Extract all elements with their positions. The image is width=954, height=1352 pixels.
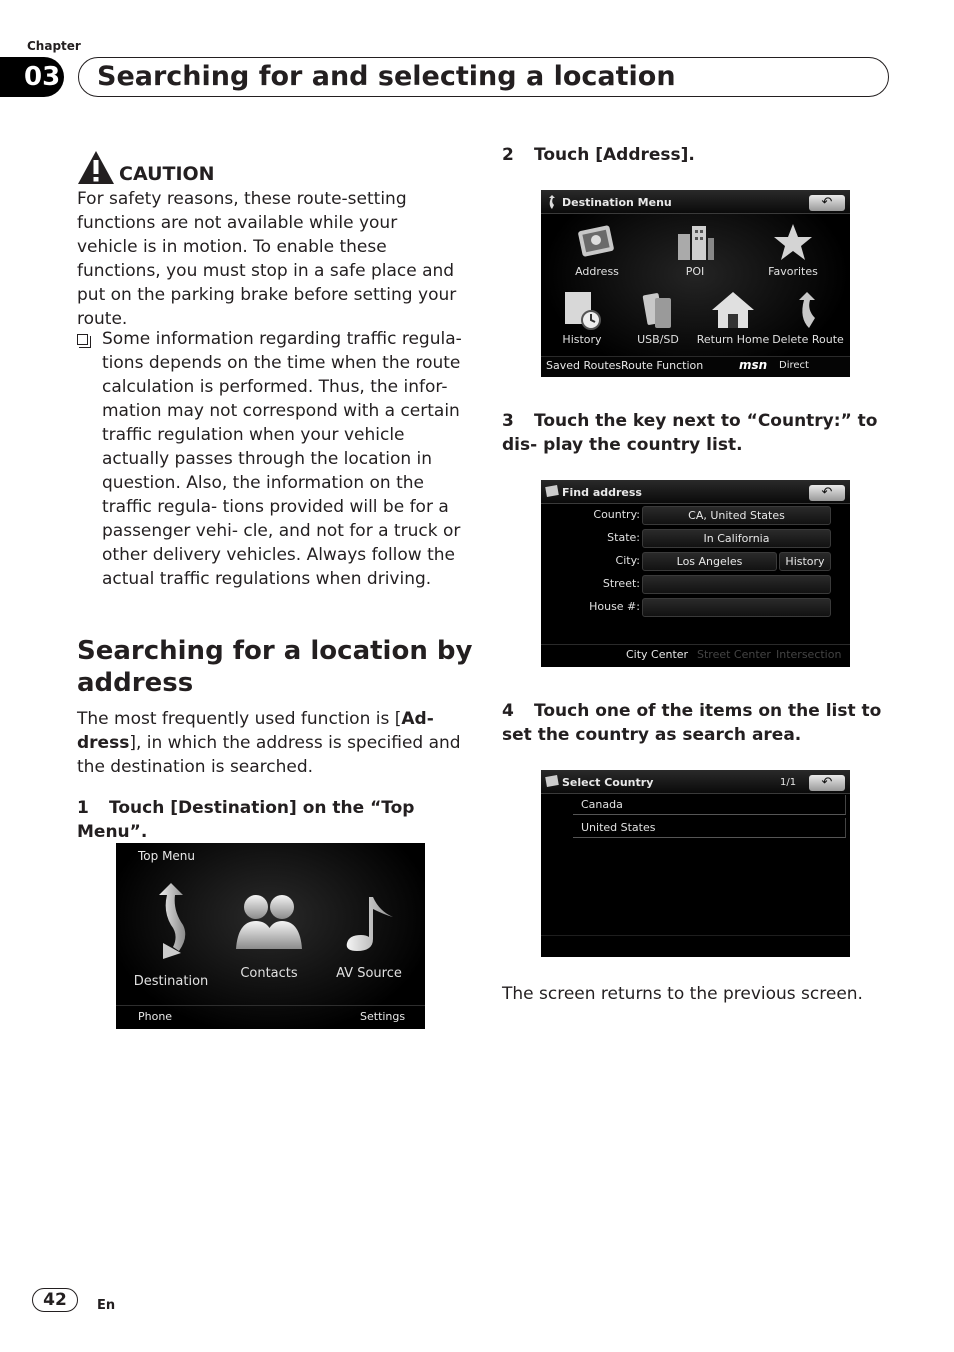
poi-buildings-icon xyxy=(672,222,718,262)
usb-sd-tile[interactable] xyxy=(623,290,693,346)
back-button[interactable] xyxy=(809,775,845,791)
caution-label: CAUTION xyxy=(119,163,215,185)
delete-route-icon xyxy=(785,290,831,330)
country-item-canada[interactable]: Canada xyxy=(573,795,846,815)
step-number: 2 xyxy=(502,145,514,165)
contacts-label: Contacts xyxy=(240,966,298,981)
country-row xyxy=(541,506,850,526)
settings-button[interactable]: Settings xyxy=(360,1010,406,1023)
return-home-label: Return Home xyxy=(696,333,770,346)
country-label: Country: xyxy=(593,508,640,521)
av-source-tile[interactable] xyxy=(324,893,414,981)
address-small-icon xyxy=(545,484,561,498)
contacts-icon xyxy=(234,891,304,953)
intro-before: The most frequently used function is [ xyxy=(77,709,402,729)
star-icon xyxy=(770,222,816,262)
find-address-title: Find address xyxy=(562,486,642,499)
back-arrow-icon: ↶ xyxy=(821,775,833,790)
house-row xyxy=(541,598,850,618)
msn-logo: msn xyxy=(739,358,768,372)
destination-label: Destination xyxy=(133,974,209,989)
step-number: 4 xyxy=(502,701,514,721)
page-number: 42 xyxy=(32,1288,78,1312)
av-source-label: AV Source xyxy=(336,966,402,981)
note-block xyxy=(77,327,469,591)
city-center-button[interactable]: City Center xyxy=(626,648,689,661)
music-note-icon xyxy=(339,893,399,953)
country-item-united-states[interactable]: United States xyxy=(573,818,846,838)
chapter-label: Chapter xyxy=(27,39,81,53)
address-book-icon xyxy=(574,222,620,262)
msn-direct-label: Direct xyxy=(779,360,809,371)
top-menu-title: Top Menu xyxy=(138,849,196,863)
route-small-icon xyxy=(547,194,557,210)
usb-sd-label: USB/SD xyxy=(637,333,679,346)
street-label: Street: xyxy=(602,577,640,590)
address-small-icon xyxy=(545,774,561,788)
step-text: Touch the key next to “Country:” to dis- play the country list. xyxy=(502,411,878,455)
destination-tile[interactable] xyxy=(128,881,214,989)
route-function-button[interactable]: Route Function xyxy=(621,359,704,372)
poi-label: POI xyxy=(685,265,705,278)
bottom-divider xyxy=(541,935,850,936)
state-row xyxy=(541,529,850,549)
chapter-number: 03 xyxy=(0,57,64,97)
history-button[interactable]: History xyxy=(779,552,831,571)
back-arrow-icon: ↶ xyxy=(821,195,833,210)
history-tile[interactable] xyxy=(547,290,617,346)
bottom-divider xyxy=(541,644,850,645)
back-arrow-icon: ↶ xyxy=(821,485,833,500)
history-label: History xyxy=(562,333,602,346)
favorites-tile[interactable] xyxy=(757,222,829,278)
city-row xyxy=(541,552,850,572)
select-country-screenshot xyxy=(541,770,850,957)
caution-text: For safety reasons, these route-setting functions are not available while your vehicle is in motion. To enable these functions, you must stop in a safe place and put on the parking brake before setting your route. xyxy=(77,189,457,329)
home-icon xyxy=(710,290,756,330)
note-text: Some information regarding traffic regula- tions depends on the time when the route calculation is performed. Thus, the infor- mation may not correspond with a certain traffic regulation when your vehicle actually passes through the location in question. Also, the information on the traffic regula- tions provided will be for a passenger vehi- cle, and not for a truck or other delivery vehicles. Always follow the actual traffic regulations when driving. xyxy=(102,329,462,589)
destination-menu-screenshot xyxy=(541,190,850,377)
destination-arrow-icon xyxy=(149,881,193,961)
phone-button[interactable]: Phone xyxy=(138,1010,173,1023)
step-text: Touch one of the items on the list to set the country as search area. xyxy=(502,701,882,745)
intersection-button[interactable]: Intersection xyxy=(776,648,842,661)
country-field[interactable]: CA, United States xyxy=(642,506,831,525)
caution-block xyxy=(77,145,467,331)
city-label: City: xyxy=(615,554,640,567)
back-button[interactable] xyxy=(809,485,845,501)
usb-sd-icon xyxy=(635,290,681,330)
step-3 xyxy=(502,409,894,457)
address-tile[interactable] xyxy=(561,222,633,278)
favorites-label: Favorites xyxy=(768,265,818,278)
intro-after: ], in which the address is specified and the destination is searched. xyxy=(77,733,461,777)
saved-routes-button[interactable]: Saved Routes xyxy=(546,359,622,372)
delete-route-label: Delete Route xyxy=(772,333,844,346)
top-menu-screenshot xyxy=(116,843,425,1029)
return-home-tile[interactable] xyxy=(695,290,771,346)
select-country-title: Select Country xyxy=(562,776,654,789)
step-2 xyxy=(502,143,902,167)
street-center-button[interactable]: Street Center xyxy=(697,648,771,661)
chapter-title: Searching for and selecting a location xyxy=(97,61,676,92)
step-4 xyxy=(502,699,894,747)
poi-tile[interactable] xyxy=(659,222,731,278)
page-indicator: 1/1 xyxy=(780,777,797,788)
address-label: Address xyxy=(575,265,619,278)
section-intro xyxy=(77,707,467,779)
contacts-tile[interactable] xyxy=(226,891,312,981)
bottom-divider xyxy=(116,1005,425,1006)
back-button[interactable] xyxy=(809,195,845,211)
step-number: 3 xyxy=(502,411,514,431)
house-label: House #: xyxy=(589,600,640,613)
street-row xyxy=(541,575,850,595)
section-title: Searching for a location by address xyxy=(77,636,473,698)
house-field[interactable] xyxy=(642,598,831,617)
state-field[interactable]: In California xyxy=(642,529,831,548)
warning-icon xyxy=(77,149,115,185)
destination-menu-title: Destination Menu xyxy=(562,196,672,209)
step-text: Touch [Destination] on the “Top Menu”. xyxy=(77,798,415,842)
street-field[interactable] xyxy=(642,575,831,594)
state-label: State: xyxy=(607,531,640,544)
step-1 xyxy=(77,796,477,844)
city-field[interactable]: Los Angeles xyxy=(642,552,777,571)
note-checkbox-icon xyxy=(77,334,88,345)
intro-bold-address: Ad- dress xyxy=(77,709,434,753)
step-number: 1 xyxy=(77,798,89,818)
find-address-screenshot xyxy=(541,480,850,667)
history-clock-icon xyxy=(559,290,605,330)
language-label: En xyxy=(97,1298,116,1313)
step-text: Touch [Address]. xyxy=(534,145,695,165)
delete-route-tile[interactable] xyxy=(771,290,845,346)
result-text: The screen returns to the previous screen. xyxy=(502,984,863,1004)
